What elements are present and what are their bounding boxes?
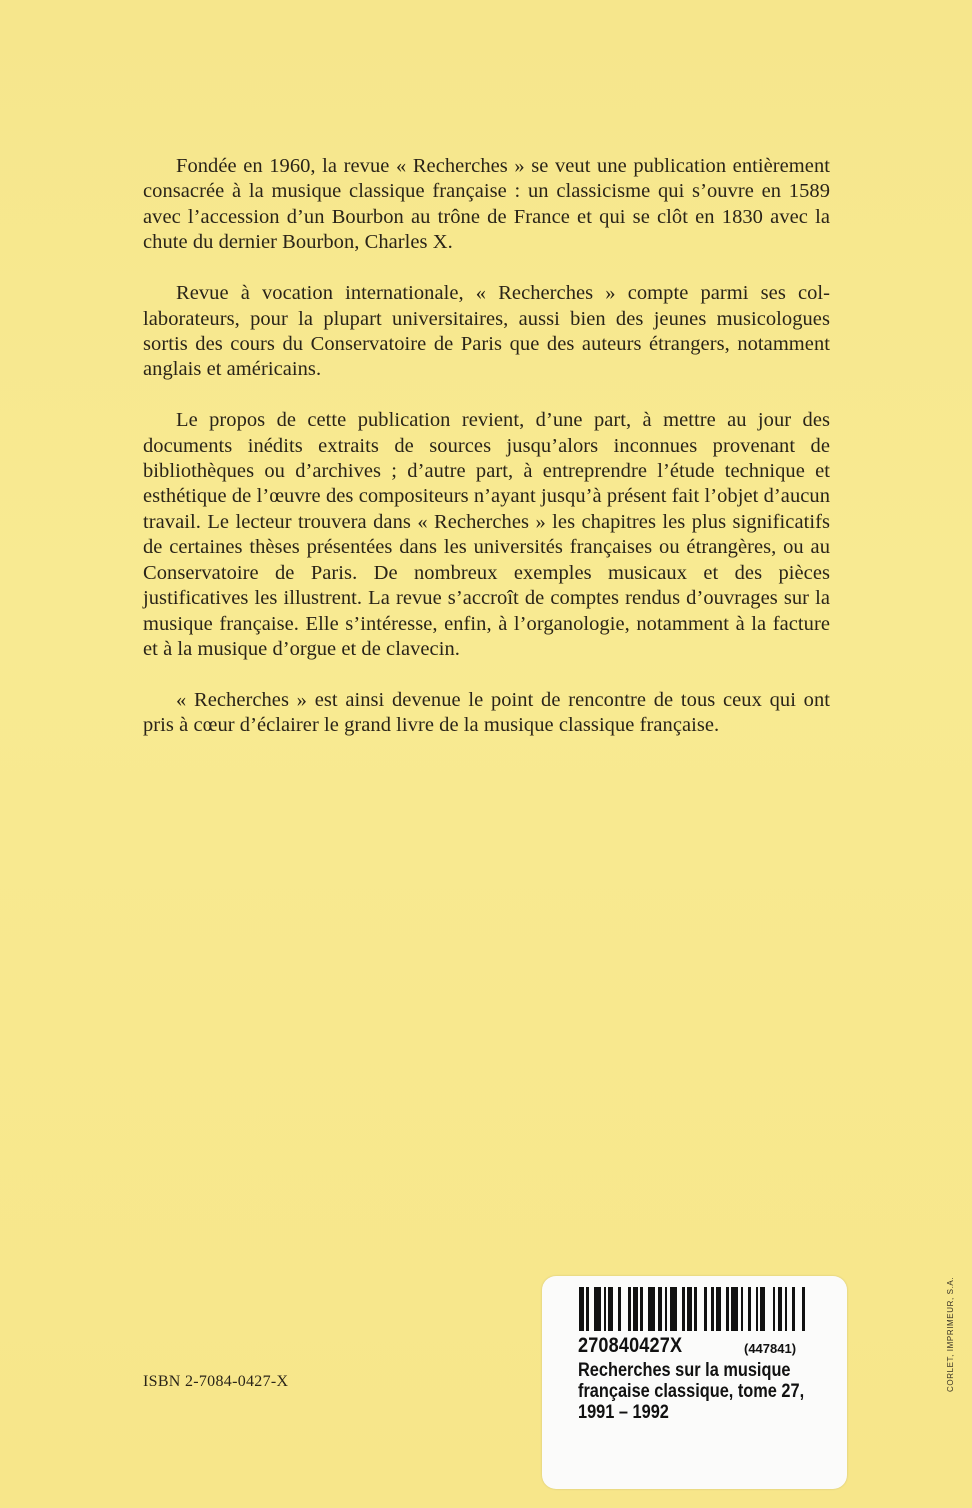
barcode-bar (628, 1287, 631, 1331)
sticker-title-line: Recherches sur la musique (578, 1360, 791, 1381)
paragraph-1: Fondée en 1960, la revue « Recherches » se veut une publication entièrement consacrée à la musique classique française : un classicisme qui s’ouvre en 1589 avec l’accession d’un Bourbon au trône de France et qui se clôt en 1830 avec la chute du dernier Bourbon, Charles X. (143, 155, 830, 254)
barcode-bar (716, 1287, 721, 1331)
paragraph-4: « Recherches » est ainsi devenue le point de rencontre de tous ceux qui ont pris à cœur d’éclairer le grand livre de la musique classique française. (143, 688, 830, 737)
barcode-bar (618, 1287, 621, 1331)
barcode-bar (594, 1287, 601, 1331)
barcode-bar (756, 1287, 759, 1331)
paragraph-2: Revue à vocation internationale, « Recherches » compte parmi ses collaborateurs, pour la plupart universitaires, aussi bien des jeunes musicologues sortis des cours du Conservatoire de Paris que des auteurs étrangers, notamment anglais et américains. (143, 282, 830, 381)
barcode-bar (604, 1287, 607, 1331)
barcode-bar (694, 1287, 697, 1331)
barcode-bar (640, 1287, 643, 1331)
sticker-title-line: française classique, tome 27, (578, 1381, 805, 1402)
barcode-bar (704, 1287, 707, 1331)
barcode-bar (731, 1287, 738, 1331)
barcode-sticker (542, 1276, 847, 1489)
barcode-bar (682, 1287, 685, 1331)
barcode-bar (792, 1287, 795, 1331)
barcode-bar (608, 1287, 613, 1331)
barcode-bar (633, 1287, 638, 1331)
barcode-bar (658, 1287, 663, 1331)
barcode-bar (760, 1287, 765, 1331)
description-text (143, 154, 830, 764)
barcode-bar (802, 1287, 805, 1331)
barcode-bar (579, 1287, 584, 1331)
paragraph-3: Le propos de cette publication revient, d’une part, à mettre au jour des documents inédits extraits de sources jusqu’alors inconnues provenant de bibliothèques ou d’archives ; d’autre part, à entreprendre l’étude technique et esthétique de l’œuvre des compositeurs n’ayant jusqu’à présent fait l’objet d’aucun travail. Le lecteur trouvera dans « Recherches » les chapitres les plus significatifs de certaines thèses présentées dans les universités françaises ou étrangères, ou au Conservatoire de Paris. De nombreux exemples musicaux et des pièces justificatives les illustrent. La revue s’accroît de comptes rendus d’ouvrages sur la musique française. Elle s’intéresse, enfin, à l’organologie, notamment à la facture et à la musique d’orgue et de clavecin. (143, 409, 830, 660)
barcode-bar (687, 1287, 692, 1331)
barcode-bar (778, 1287, 783, 1331)
barcode-bar (773, 1287, 776, 1331)
barcode-bar (741, 1287, 744, 1331)
barcode-icon (579, 1287, 807, 1331)
barcode-bar (665, 1287, 668, 1331)
barcode-bar (726, 1287, 729, 1331)
barcode-bar (586, 1287, 589, 1331)
sticker-code-row (578, 1334, 797, 1358)
sticker-title-line: 1991 – 1992 (578, 1402, 669, 1423)
barcode-bar (711, 1287, 714, 1331)
isbn-label: ISBN 2-7084-0427-X (143, 1373, 289, 1390)
printer-credit: CORLET, IMPRIMEUR, S.A. (946, 1276, 955, 1392)
barcode-bar (748, 1287, 751, 1331)
sticker-code: 270840427X (578, 1334, 683, 1357)
barcode-bar (670, 1287, 677, 1331)
sticker-subcode: (447841) (744, 1341, 797, 1356)
barcode-bar (648, 1287, 655, 1331)
sticker-title (578, 1360, 836, 1423)
barcode-bar (785, 1287, 788, 1331)
